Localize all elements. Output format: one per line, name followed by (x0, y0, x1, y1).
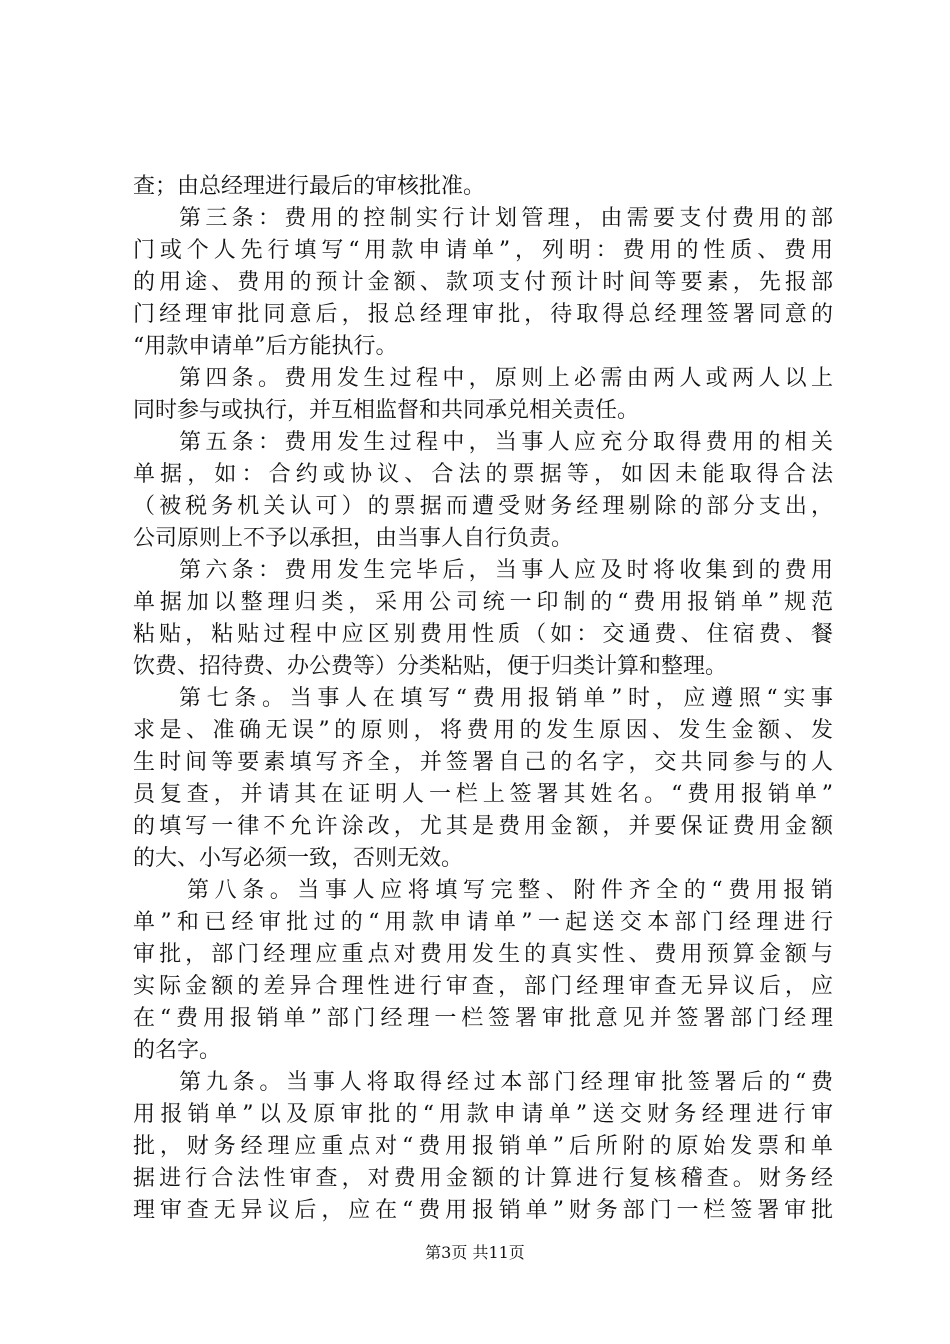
paragraph-line: 同时参与或执行，并互相监督和共同承兑相关责任。 (133, 398, 640, 423)
paragraph-line: 第七条。当事人在填写“费用报销单”时，应遵照“实事 (179, 686, 833, 711)
paragraph-line: 实际金额的差异合理性进行审查，部门经理审查无异议后，应 (133, 974, 833, 999)
paragraph-line: 查；由总经理进行最后的审核批准。 (133, 174, 486, 199)
paragraph-line: 审批，部门经理应重点对费用发生的真实性、费用预算金额与 (133, 942, 833, 967)
paragraph-line: 的大、小写必须一致，否则无效。 (133, 846, 464, 871)
paragraph-line: 求是、准确无误”的原则，将费用的发生原因、发生金额、发 (133, 718, 833, 743)
paragraph-line: 在“费用报销单”部门经理一栏签署审批意见并签署部门经理 (133, 1006, 833, 1031)
paragraph-line: 单据加以整理归类，采用公司统一印制的“费用报销单”规范 (133, 590, 833, 615)
document-body (133, 171, 833, 1227)
paragraph-line: 的名字。 (133, 1038, 222, 1063)
paragraph-line: 第三条：费用的控制实行计划管理，由需要支付费用的部 (179, 206, 833, 231)
paragraph-line: 门经理审批同意后，报总经理审批，待取得总经理签署同意的 (133, 302, 833, 327)
paragraph-line: 第六条：费用发生完毕后，当事人应及时将收集到的费用 (179, 558, 833, 583)
paragraph-line: 粘贴，粘贴过程中应区别费用性质（如：交通费、住宿费、餐 (133, 622, 833, 647)
paragraph-line: 员复查，并请其在证明人一栏上签署其姓名。“费用报销单” (133, 782, 833, 807)
paragraph-line: 门或个人先行填写“用款申请单”，列明：费用的性质、费用 (133, 238, 833, 263)
paragraph-line: 理审查无异议后，应在“费用报销单”财务部门一栏签署审批 (133, 1198, 833, 1223)
paragraph-line: 单据，如：合约或协议、合法的票据等，如因未能取得合法 (133, 462, 833, 487)
paragraph-line: “用款申请单”后方能执行。 (133, 334, 398, 359)
paragraph-line: 的用途、费用的预计金额、款项支付预计时间等要素，先报部 (133, 270, 833, 295)
page-number-footer: 第3页 共11页 (425, 1243, 525, 1262)
paragraph-line: 公司原则上不予以承担，由当事人自行负责。 (133, 526, 574, 551)
paragraph-line: 批，财务经理应重点对“费用报销单”后所附的原始发票和单 (133, 1134, 833, 1159)
paragraph-line: 生时间等要素填写齐全，并签署自己的名字，交共同参与的人 (133, 750, 833, 775)
paragraph-line: 饮费、招待费、办公费等）分类粘贴，便于归类计算和整理。 (133, 654, 728, 679)
paragraph-line: 的填写一律不允许涂改，尤其是费用金额，并要保证费用金额 (133, 814, 833, 839)
paragraph-line: 用报销单”以及原审批的“用款申请单”送交财务经理进行审 (133, 1102, 833, 1127)
paragraph-line: 单”和已经审批过的“用款申请单”一起送交本部门经理进行 (133, 910, 833, 935)
paragraph-line: 据进行合法性审查，对费用金额的计算进行复核稽查。财务经 (133, 1166, 833, 1191)
paragraph-line: 第四条。费用发生过程中，原则上必需由两人或两人以上 (179, 366, 833, 391)
paragraph-line: （被税务机关认可）的票据而遭受财务经理剔除的部分支出， (133, 494, 833, 519)
paragraph-line: 第九条。当事人将取得经过本部门经理审批签署后的“费 (179, 1070, 833, 1095)
paragraph-line: 第八条。当事人应将填写完整、附件齐全的“费用报销 (187, 878, 833, 903)
paragraph-line: 第五条：费用发生过程中，当事人应充分取得费用的相关 (179, 430, 833, 455)
